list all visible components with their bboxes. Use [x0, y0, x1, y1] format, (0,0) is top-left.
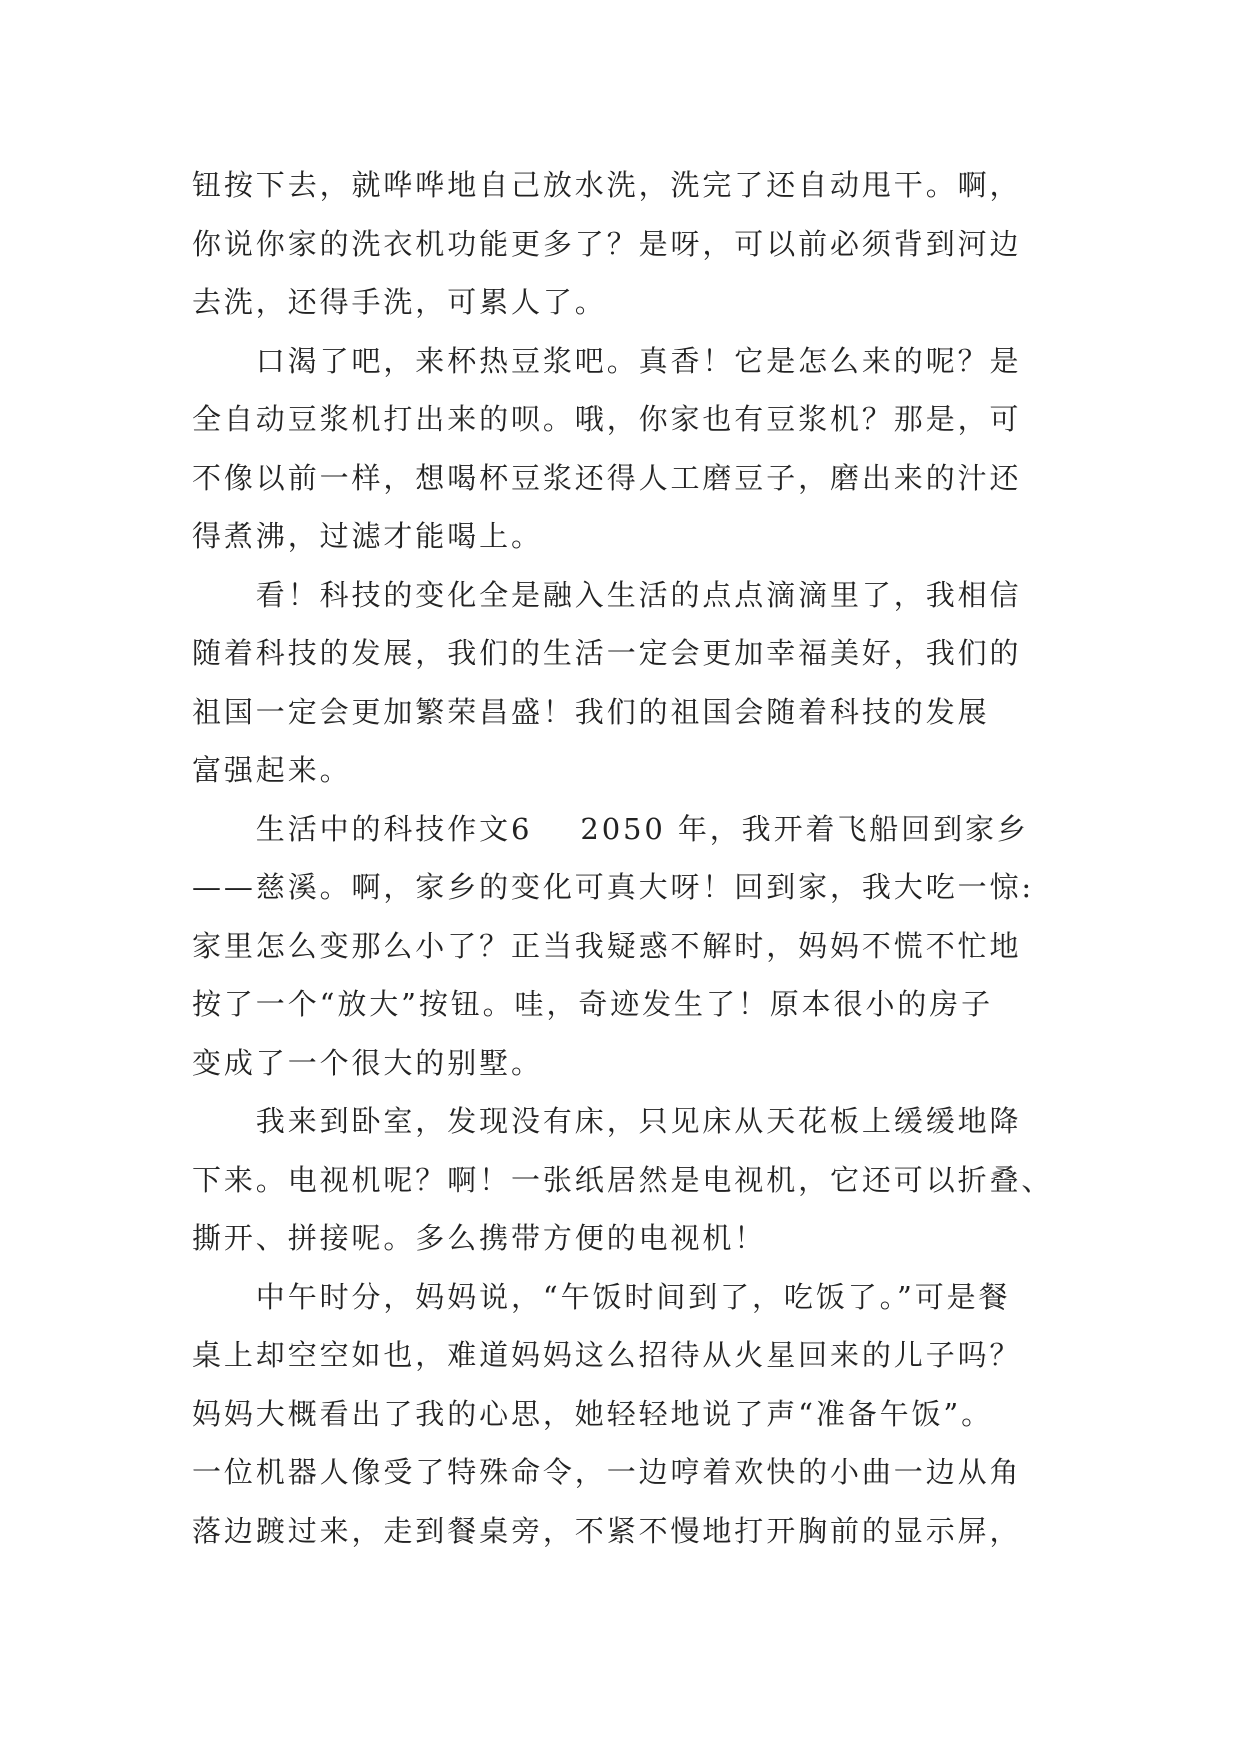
text-line-2: 你说你家的洗衣机功能更多了？是呀，可以前必须背到河边 — [192, 226, 1022, 261]
text-line-14: 家里怎么变那么小了？正当我疑惑不解时，妈妈不慌不忙地 — [192, 928, 1022, 963]
text-line-8: 看！科技的变化全是融入生活的点点滴滴里了，我相信 — [192, 577, 1022, 612]
section-heading: 生活中的科技作文6 — [192, 811, 533, 846]
document-body — [192, 156, 1062, 1560]
text-line-11: 富强起来。 — [192, 753, 352, 787]
text-line-6: 不像以前一样，想喝杯豆浆还得人工磨豆子，磨出来的汁还 — [192, 460, 1022, 495]
text-line-19: 撕开、拼接呢。多么携带方便的电视机！ — [192, 1221, 767, 1255]
text-line-22: 妈妈大概看出了我的心思，她轻轻地说了声“准备午饭”。 — [192, 1396, 994, 1431]
text-line-17: 我来到卧室，发现没有床，只见床从天花板上缓缓地降 — [192, 1104, 1022, 1138]
text-line-20: 中午时分，妈妈说，“午饭时间到了，吃饭了。”可是餐 — [192, 1279, 1011, 1314]
text-line-12 — [192, 800, 1062, 859]
text-line-10: 祖国一定会更加繁荣昌盛！我们的祖国会随着科技的发展 — [192, 694, 990, 729]
text-line-13: ——慈溪。啊，家乡的变化可真大呀！回到家，我大吃一惊: — [192, 870, 1035, 904]
text-line-16: 变成了一个很大的别墅。 — [192, 1045, 543, 1080]
text-line-18: 下来。电视机呢？啊！一张纸居然是电视机，它还可以折叠、 — [192, 1162, 1054, 1197]
text-line-5: 全自动豆浆机打出来的呗。哦，你家也有豆浆机？那是，可 — [192, 402, 1022, 436]
text-line-4: 口渴了吧，来杯热豆浆吧。真香！它是怎么来的呢？是 — [192, 343, 1022, 378]
text-line-3: 去洗，还得手洗，可累人了。 — [192, 285, 607, 319]
text-line-1: 钮按下去，就哗哗地自己放水洗，洗完了还自动甩干。啊， — [192, 168, 1022, 202]
text-line-9: 随着科技的发展，我们的生活一定会更加幸福美好，我们的 — [192, 636, 1022, 670]
text-line-12-continuation: 2050 年，我开着飞船回到家乡 — [580, 811, 1029, 846]
text-line-15: 按了一个“放大”按钮。哇，奇迹发生了！原本很小的房子 — [192, 987, 994, 1021]
text-line-23: 一位机器人像受了特殊命令，一边哼着欢快的小曲一边从角 — [192, 1455, 1022, 1489]
text-line-24: 落边踱过来，走到餐桌旁，不紧不慢地打开胸前的显示屏， — [192, 1513, 1022, 1548]
text-line-21: 桌上却空空如也，难道妈妈这么招待从火星回来的儿子吗？ — [192, 1338, 1022, 1372]
text-line-7: 得煮沸，过滤才能喝上。 — [192, 519, 543, 553]
